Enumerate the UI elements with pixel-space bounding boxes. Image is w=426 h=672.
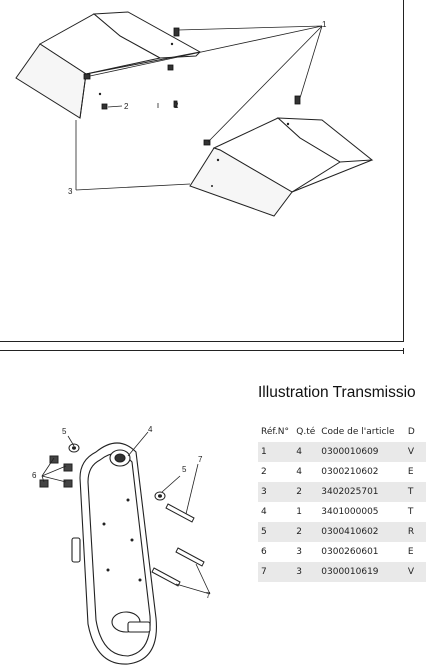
bolt-icon: [176, 548, 204, 566]
cell-ref: 3: [258, 482, 293, 502]
cell-qty: 4: [293, 442, 318, 462]
callout-3: 3: [68, 187, 73, 196]
bolt-icon: [84, 74, 90, 79]
header-ref: Réf.N°: [261, 427, 289, 437]
table-row: [258, 482, 426, 502]
header-desc: D: [407, 427, 415, 437]
bottom-frame-top-border: [0, 350, 404, 351]
cell-code: 0300410602: [318, 522, 405, 542]
callout-7b: 7: [206, 591, 211, 600]
transmission-diagram: [0, 400, 250, 672]
cell-desc: V: [405, 562, 426, 582]
output-shaft-icon: [128, 622, 150, 632]
top-frame-bottom-border: [0, 341, 404, 342]
cell-desc: E: [407, 467, 414, 477]
nut-icon: [64, 480, 72, 487]
table-row: [258, 562, 426, 582]
table-row: [258, 462, 426, 482]
bolt-icon: [174, 28, 179, 36]
cell-code: 0300010619: [318, 562, 405, 582]
table-row: [258, 522, 426, 542]
callout-5b: 5: [182, 465, 187, 474]
guard-plates-diagram: [0, 0, 404, 340]
cell-desc: R: [405, 522, 426, 542]
parts-table: [258, 422, 426, 582]
callout-2a: 2: [124, 102, 129, 111]
callout-7a: 7: [198, 455, 203, 464]
cell-desc: T: [407, 507, 414, 517]
cell-code: 0300260601: [321, 547, 379, 557]
cell-code: 0300010609: [318, 442, 405, 462]
table-header-row: [258, 422, 426, 442]
cell-ref: 4: [261, 507, 267, 517]
cell-qty: 2: [293, 482, 318, 502]
cell-qty: 4: [296, 467, 302, 477]
cell-desc: V: [405, 442, 426, 462]
header-qty: Q.té: [296, 427, 316, 437]
callout-4: 4: [148, 425, 153, 434]
callout-2b: 2: [174, 101, 179, 110]
cell-qty: 1: [296, 507, 302, 517]
cell-desc: T: [405, 482, 426, 502]
cell-ref: 2: [261, 467, 267, 477]
cell-code: 3401000005: [321, 507, 379, 517]
section-title: Illustration Transmissio: [258, 384, 416, 401]
cell-qty: 3: [293, 562, 318, 582]
table-row: [258, 442, 426, 462]
callout-5a: 5: [62, 427, 67, 436]
cell-ref: 5: [258, 522, 293, 542]
table-row: [258, 542, 426, 562]
table-row: [258, 502, 426, 522]
nut-icon: [64, 464, 72, 471]
cell-ref: 6: [261, 547, 267, 557]
cell-ref: 1: [258, 442, 293, 462]
bolt-icon: [295, 96, 300, 104]
callout-1: 1: [322, 20, 327, 29]
bottom-frame-right-tick: [403, 348, 404, 354]
cell-code: 0300210602: [321, 467, 379, 477]
callout-6: 6: [32, 471, 37, 480]
header-code: Code de l'article: [321, 427, 395, 437]
cell-code: 3402025701: [318, 482, 405, 502]
bolt-icon: [152, 568, 180, 586]
nut-icon: [102, 104, 107, 109]
bolt-icon: [168, 65, 173, 70]
cell-qty: 2: [293, 522, 318, 542]
cell-qty: 3: [296, 547, 302, 557]
cell-ref: 7: [258, 562, 293, 582]
cell-desc: E: [407, 547, 414, 557]
bolt-icon: [166, 504, 194, 522]
side-fitting-icon: [72, 538, 80, 562]
